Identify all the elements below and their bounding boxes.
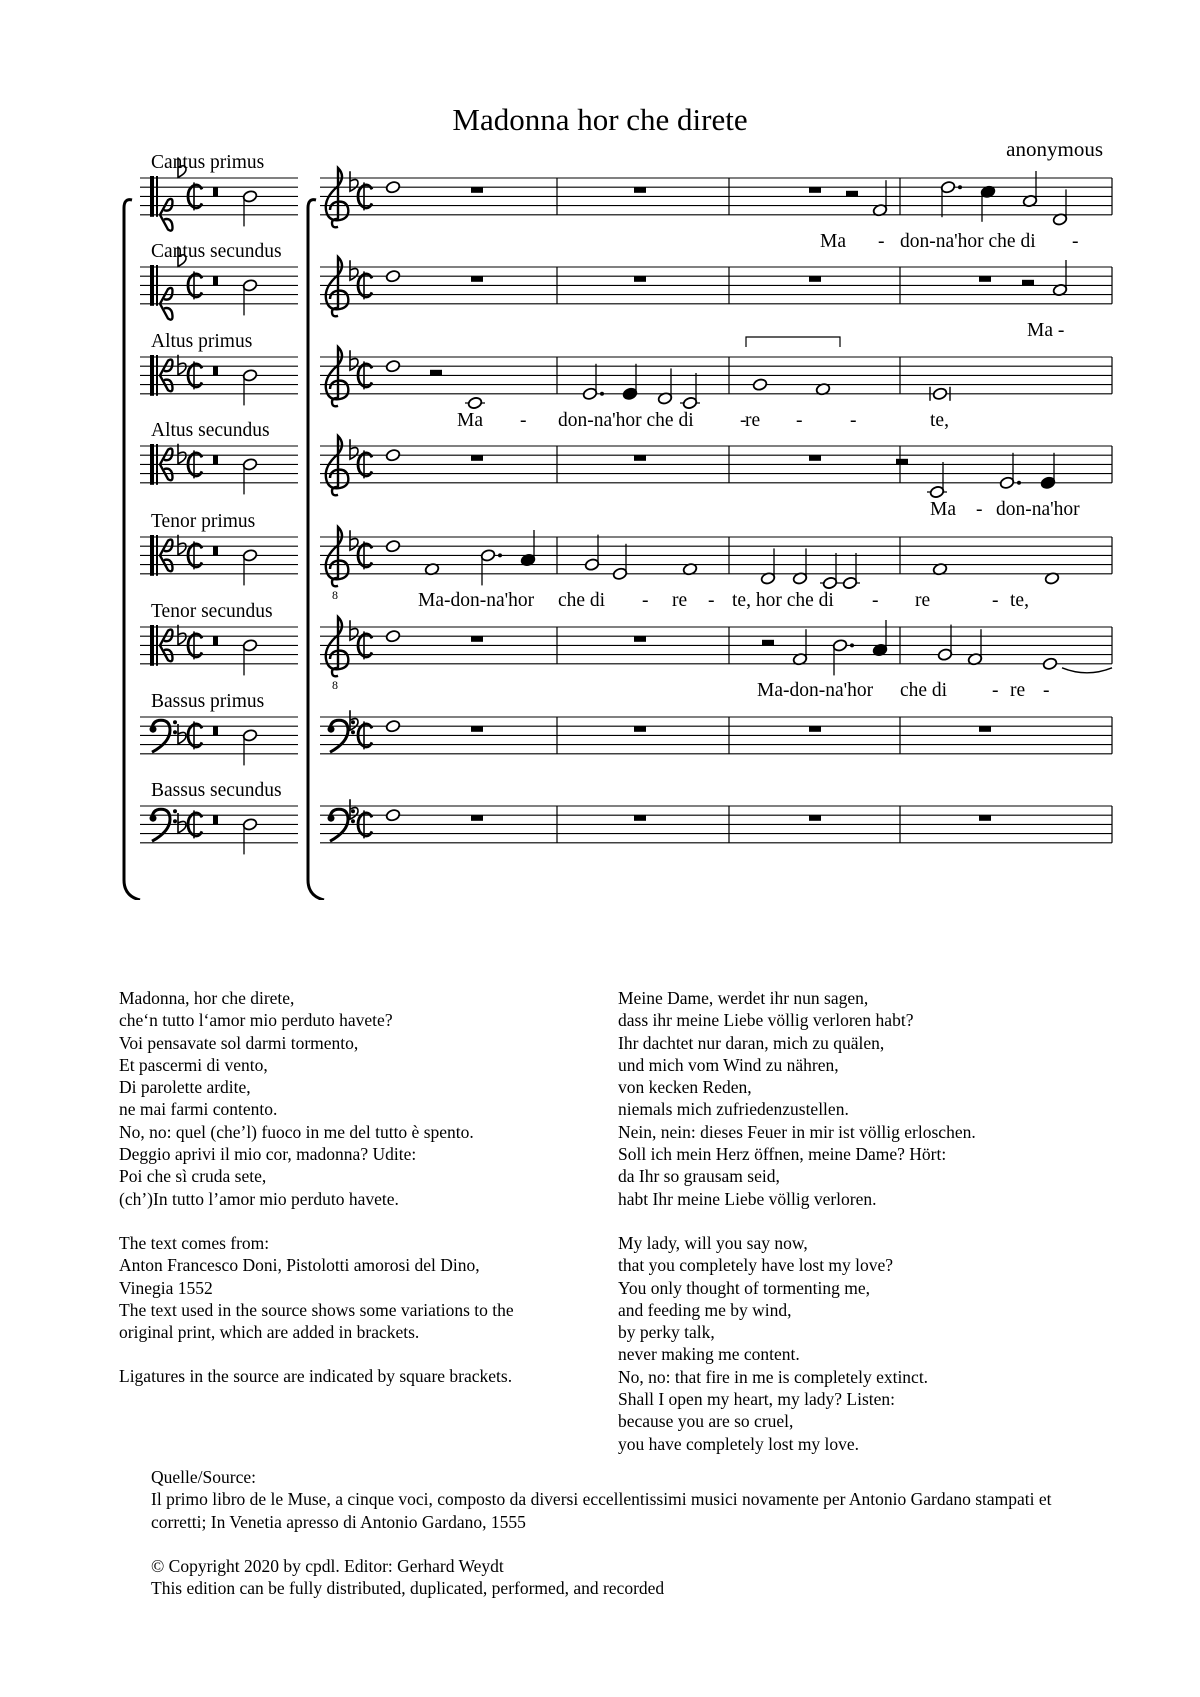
lyric-syllable: - [796, 409, 803, 431]
german-line: dass ihr meine Liebe völlig verloren habt? [618, 1010, 914, 1031]
flat-icon [350, 799, 358, 819]
rest-icon [809, 187, 821, 193]
flat-icon [178, 535, 186, 555]
g-clef-icon [326, 168, 349, 227]
part-name: Altus secundus [151, 420, 270, 441]
source-text: Il primo libro de le Muse, a cinque voci, composto da diversi eccellentissimi musici novamente per Antonio Gardano stampati et corretti; In Venetia apresso di Antonio Gardano, 1555 [151, 1489, 1052, 1532]
italian-line: Di parolette ardite, [119, 1077, 251, 1098]
note-head [752, 378, 767, 391]
flat-icon [178, 724, 186, 744]
lyric-syllable: re [915, 589, 931, 611]
italian-line: Deggio aprivi il mio cor, madonna? Udite: [119, 1144, 417, 1165]
dot [850, 643, 854, 647]
rest-icon [809, 455, 821, 461]
f-clef-icon [173, 720, 177, 724]
rest-icon [634, 726, 646, 732]
c-clef-icon [156, 444, 158, 485]
lyric-syllable: Ma - [1027, 319, 1065, 341]
f-clef-icon [351, 730, 355, 734]
f-clef-icon [173, 730, 177, 734]
f-clef-icon [351, 819, 355, 823]
italian-line: Et pascermi di vento, [119, 1054, 268, 1075]
rest-icon [471, 726, 483, 732]
lyric-syllable: - [642, 589, 649, 611]
rest-icon [471, 636, 483, 642]
italian-line: Poi che sì cruda sete, [119, 1166, 267, 1187]
german-line: niemals mich zufriedenzustellen. [618, 1099, 849, 1120]
rest-icon [979, 276, 991, 282]
incipit-bracket [124, 200, 140, 900]
copyright-line: © Copyright 2020 by cpdl. Editor: Gerhard Weydt [151, 1556, 504, 1576]
flat-icon [350, 439, 358, 459]
italian-line: (ch’)In tutto l’amor mio perduto havete. [119, 1188, 399, 1209]
lyric-syllable: Ma [820, 230, 846, 252]
flat-icon [350, 260, 358, 280]
text-origin-line: original print, which are added in brackets. [119, 1322, 420, 1343]
ligature-bracket [746, 337, 840, 347]
dot [600, 392, 604, 396]
rest-icon [213, 726, 218, 735]
lyric-syllable: - [708, 589, 715, 611]
source-label: Quelle/Source: [151, 1467, 256, 1487]
german-line: und mich vom Wind zu nähren, [618, 1054, 839, 1075]
rest-icon [471, 455, 483, 461]
g-clef-icon: 8 [332, 587, 338, 602]
lyric-syllable: don-na'hor che di [558, 409, 694, 431]
note-head [385, 808, 400, 821]
rest-icon [979, 815, 991, 821]
english-line: by perky talk, [618, 1322, 715, 1343]
text-origin-line: Vinegia 1552 [119, 1277, 213, 1298]
lyric-syllable: - [740, 409, 747, 431]
rest-icon [471, 815, 483, 821]
flat-icon [178, 355, 186, 375]
lyric-syllable: Ma [930, 498, 956, 520]
part-name: Tenor primus [151, 511, 256, 532]
f-clef-icon [330, 809, 348, 841]
c-clef-icon [150, 535, 154, 576]
english-line: and feeding me by wind, [618, 1299, 792, 1320]
lyric-syllable: che di [900, 679, 948, 701]
copyright-block [151, 1555, 664, 1600]
german-line: Ihr dachtet nur daran, mich zu quälen, [618, 1032, 885, 1053]
g-clef-icon: 8 [332, 677, 338, 692]
lyric-syllable: re [1010, 679, 1026, 701]
lyric-syllable: - [992, 589, 999, 611]
part-name: Altus primus [151, 331, 253, 352]
rest-icon [896, 459, 908, 465]
rest-icon [1022, 280, 1034, 286]
flat-icon [350, 620, 358, 640]
note-head [385, 269, 400, 282]
f-clef-icon [330, 720, 348, 752]
english-line: you have completely lost my love. [618, 1433, 860, 1454]
rest-icon [809, 815, 821, 821]
lyric-syllable: te, hor che di [732, 589, 834, 611]
c-clef-icon [150, 355, 154, 396]
german-line: Meine Dame, werdet ihr nun sagen, [618, 988, 869, 1008]
c-clef-icon [156, 625, 158, 666]
note-head [1042, 657, 1057, 670]
c-clef-icon [156, 355, 158, 396]
g-clef-icon [326, 617, 349, 676]
lyric-syllable: Ma [457, 409, 483, 431]
rest-icon [213, 546, 218, 555]
english-line: that you completely have lost my love? [618, 1255, 894, 1276]
rest-icon [809, 276, 821, 282]
lyric-syllable: - [878, 230, 885, 252]
english-line: No, no: that fire in me is completely extinct. [618, 1366, 929, 1387]
rest-icon [430, 370, 442, 376]
c-clef-icon [156, 535, 158, 576]
f-clef-icon [152, 720, 170, 752]
ligature-note: Ligatures in the source are indicated by square brackets. [119, 1366, 513, 1387]
rest-icon [213, 187, 218, 196]
composer-credit: anonymous [1006, 137, 1103, 161]
part-name: Bassus secundus [151, 780, 282, 801]
text-origin-line: Anton Francesco Doni, Pistolotti amorosi del Dino, [119, 1255, 480, 1276]
flat-icon [350, 710, 358, 730]
lyric-syllable: - [1072, 230, 1079, 252]
rest-icon [634, 636, 646, 642]
f-clef-icon [152, 809, 170, 841]
text-origin-line: The text used in the source shows some variations to the [119, 1299, 514, 1320]
note-head [467, 396, 482, 409]
flat-icon [350, 350, 358, 370]
f-clef-icon [150, 815, 157, 822]
german-line: von kecken Reden, [618, 1077, 752, 1098]
rest-icon [471, 187, 483, 193]
dot [498, 553, 502, 557]
g-clef-icon [326, 527, 349, 586]
italian-poem [119, 987, 514, 1388]
rest-icon [979, 726, 991, 732]
flat-icon [350, 171, 358, 191]
lyric-syllable: - [992, 679, 999, 701]
lyric-syllable: che di [558, 589, 606, 611]
italian-line: Voi pensavate sol darmi tormento, [119, 1032, 359, 1053]
note-head [385, 629, 400, 642]
g-clef-icon [326, 347, 349, 406]
part-name: Tenor secundus [151, 601, 273, 622]
f-clef-icon [328, 726, 335, 733]
note-head [385, 448, 400, 461]
german-line: da Ihr so grausam seid, [618, 1166, 780, 1187]
rest-icon [471, 276, 483, 282]
f-clef-icon [328, 815, 335, 822]
rest-icon [809, 726, 821, 732]
c-clef-icon [150, 265, 154, 306]
source-block [151, 1466, 1111, 1533]
part-name: Cantus primus [151, 152, 265, 173]
note-head [385, 539, 400, 552]
note-head [385, 359, 400, 372]
note-head [385, 180, 400, 193]
english-line: never making me content. [618, 1344, 800, 1365]
english-line: Shall I open my heart, my lady? Listen: [618, 1389, 896, 1410]
lyric-syllable: Ma-don-na'hor [757, 679, 874, 701]
english-line: You only thought of tormenting me, [618, 1277, 870, 1298]
f-clef-icon [150, 726, 157, 733]
rest-icon [762, 640, 774, 646]
rest-icon [634, 815, 646, 821]
lyric-syllable: te, [930, 409, 949, 431]
rest-icon [213, 636, 218, 645]
dot [1017, 481, 1021, 485]
c-clef-icon [156, 265, 158, 306]
flat-icon [350, 530, 358, 550]
german-line: Nein, nein: dieses Feuer in mir ist völlig erloschen. [618, 1121, 976, 1142]
lyric-syllable: Ma-don-na'hor [418, 589, 535, 611]
note-head [385, 719, 400, 732]
lyric-syllable: - [872, 589, 879, 611]
g-clef-icon [326, 257, 349, 316]
rest-icon [634, 276, 646, 282]
german-line: Soll ich mein Herz öffnen, meine Dame? Hört: [618, 1144, 947, 1165]
c-clef-icon [150, 444, 154, 485]
g-clef-icon [326, 436, 349, 495]
f-clef-icon [173, 819, 177, 823]
flat-icon [178, 625, 186, 645]
rest-icon [634, 187, 646, 193]
tie-arc [1062, 668, 1112, 673]
rest-icon [634, 455, 646, 461]
italian-line: No, no: quel (che’l) fuoco in me del tutto è spento. [119, 1121, 474, 1142]
lyric-syllable: don-na'hor [996, 498, 1080, 520]
english-line: My lady, will you say now, [618, 1232, 808, 1253]
note-head [932, 387, 947, 400]
lyric-syllable: - [1043, 679, 1050, 701]
rest-icon [213, 276, 218, 285]
lyric-syllable: - [520, 409, 527, 431]
flat-icon [178, 813, 186, 833]
translation-column [618, 987, 976, 1455]
italian-line: ne mai farmi contento. [119, 1099, 278, 1120]
lyric-syllable: re [745, 409, 761, 431]
system-bracket [308, 200, 324, 900]
english-line: because you are so cruel, [618, 1411, 794, 1432]
lyric-syllable: don-na'hor che di [900, 230, 1036, 252]
rest-icon [213, 815, 218, 824]
part-name: Cantus secundus [151, 241, 282, 262]
piece-title: Madonna hor che direte [452, 102, 748, 137]
rest-icon [846, 191, 858, 197]
rest-icon [213, 455, 218, 464]
rest-icon [213, 366, 218, 375]
f-clef-icon [173, 809, 177, 813]
lyric-syllable: - [976, 498, 983, 520]
c-clef-icon [150, 176, 154, 217]
license-line: This edition can be fully distributed, duplicated, performed, and recorded [151, 1578, 665, 1599]
c-clef-icon [156, 176, 158, 217]
italian-line: Madonna, hor che direte, [119, 988, 295, 1008]
lyric-syllable: - [850, 409, 857, 431]
flat-icon [178, 444, 186, 464]
f-clef-icon [351, 809, 355, 813]
part-name: Bassus primus [151, 691, 265, 712]
text-origin-line: The text comes from: [119, 1232, 270, 1253]
c-clef-icon [150, 625, 154, 666]
german-line: habt Ihr meine Liebe völlig verloren. [618, 1188, 877, 1209]
italian-line: che‘n tutto l‘amor mio perduto havete? [119, 1010, 393, 1031]
lyric-syllable: te, [1010, 589, 1029, 611]
dot [958, 185, 962, 189]
lyric-syllable: re [672, 589, 688, 611]
f-clef-icon [351, 720, 355, 724]
